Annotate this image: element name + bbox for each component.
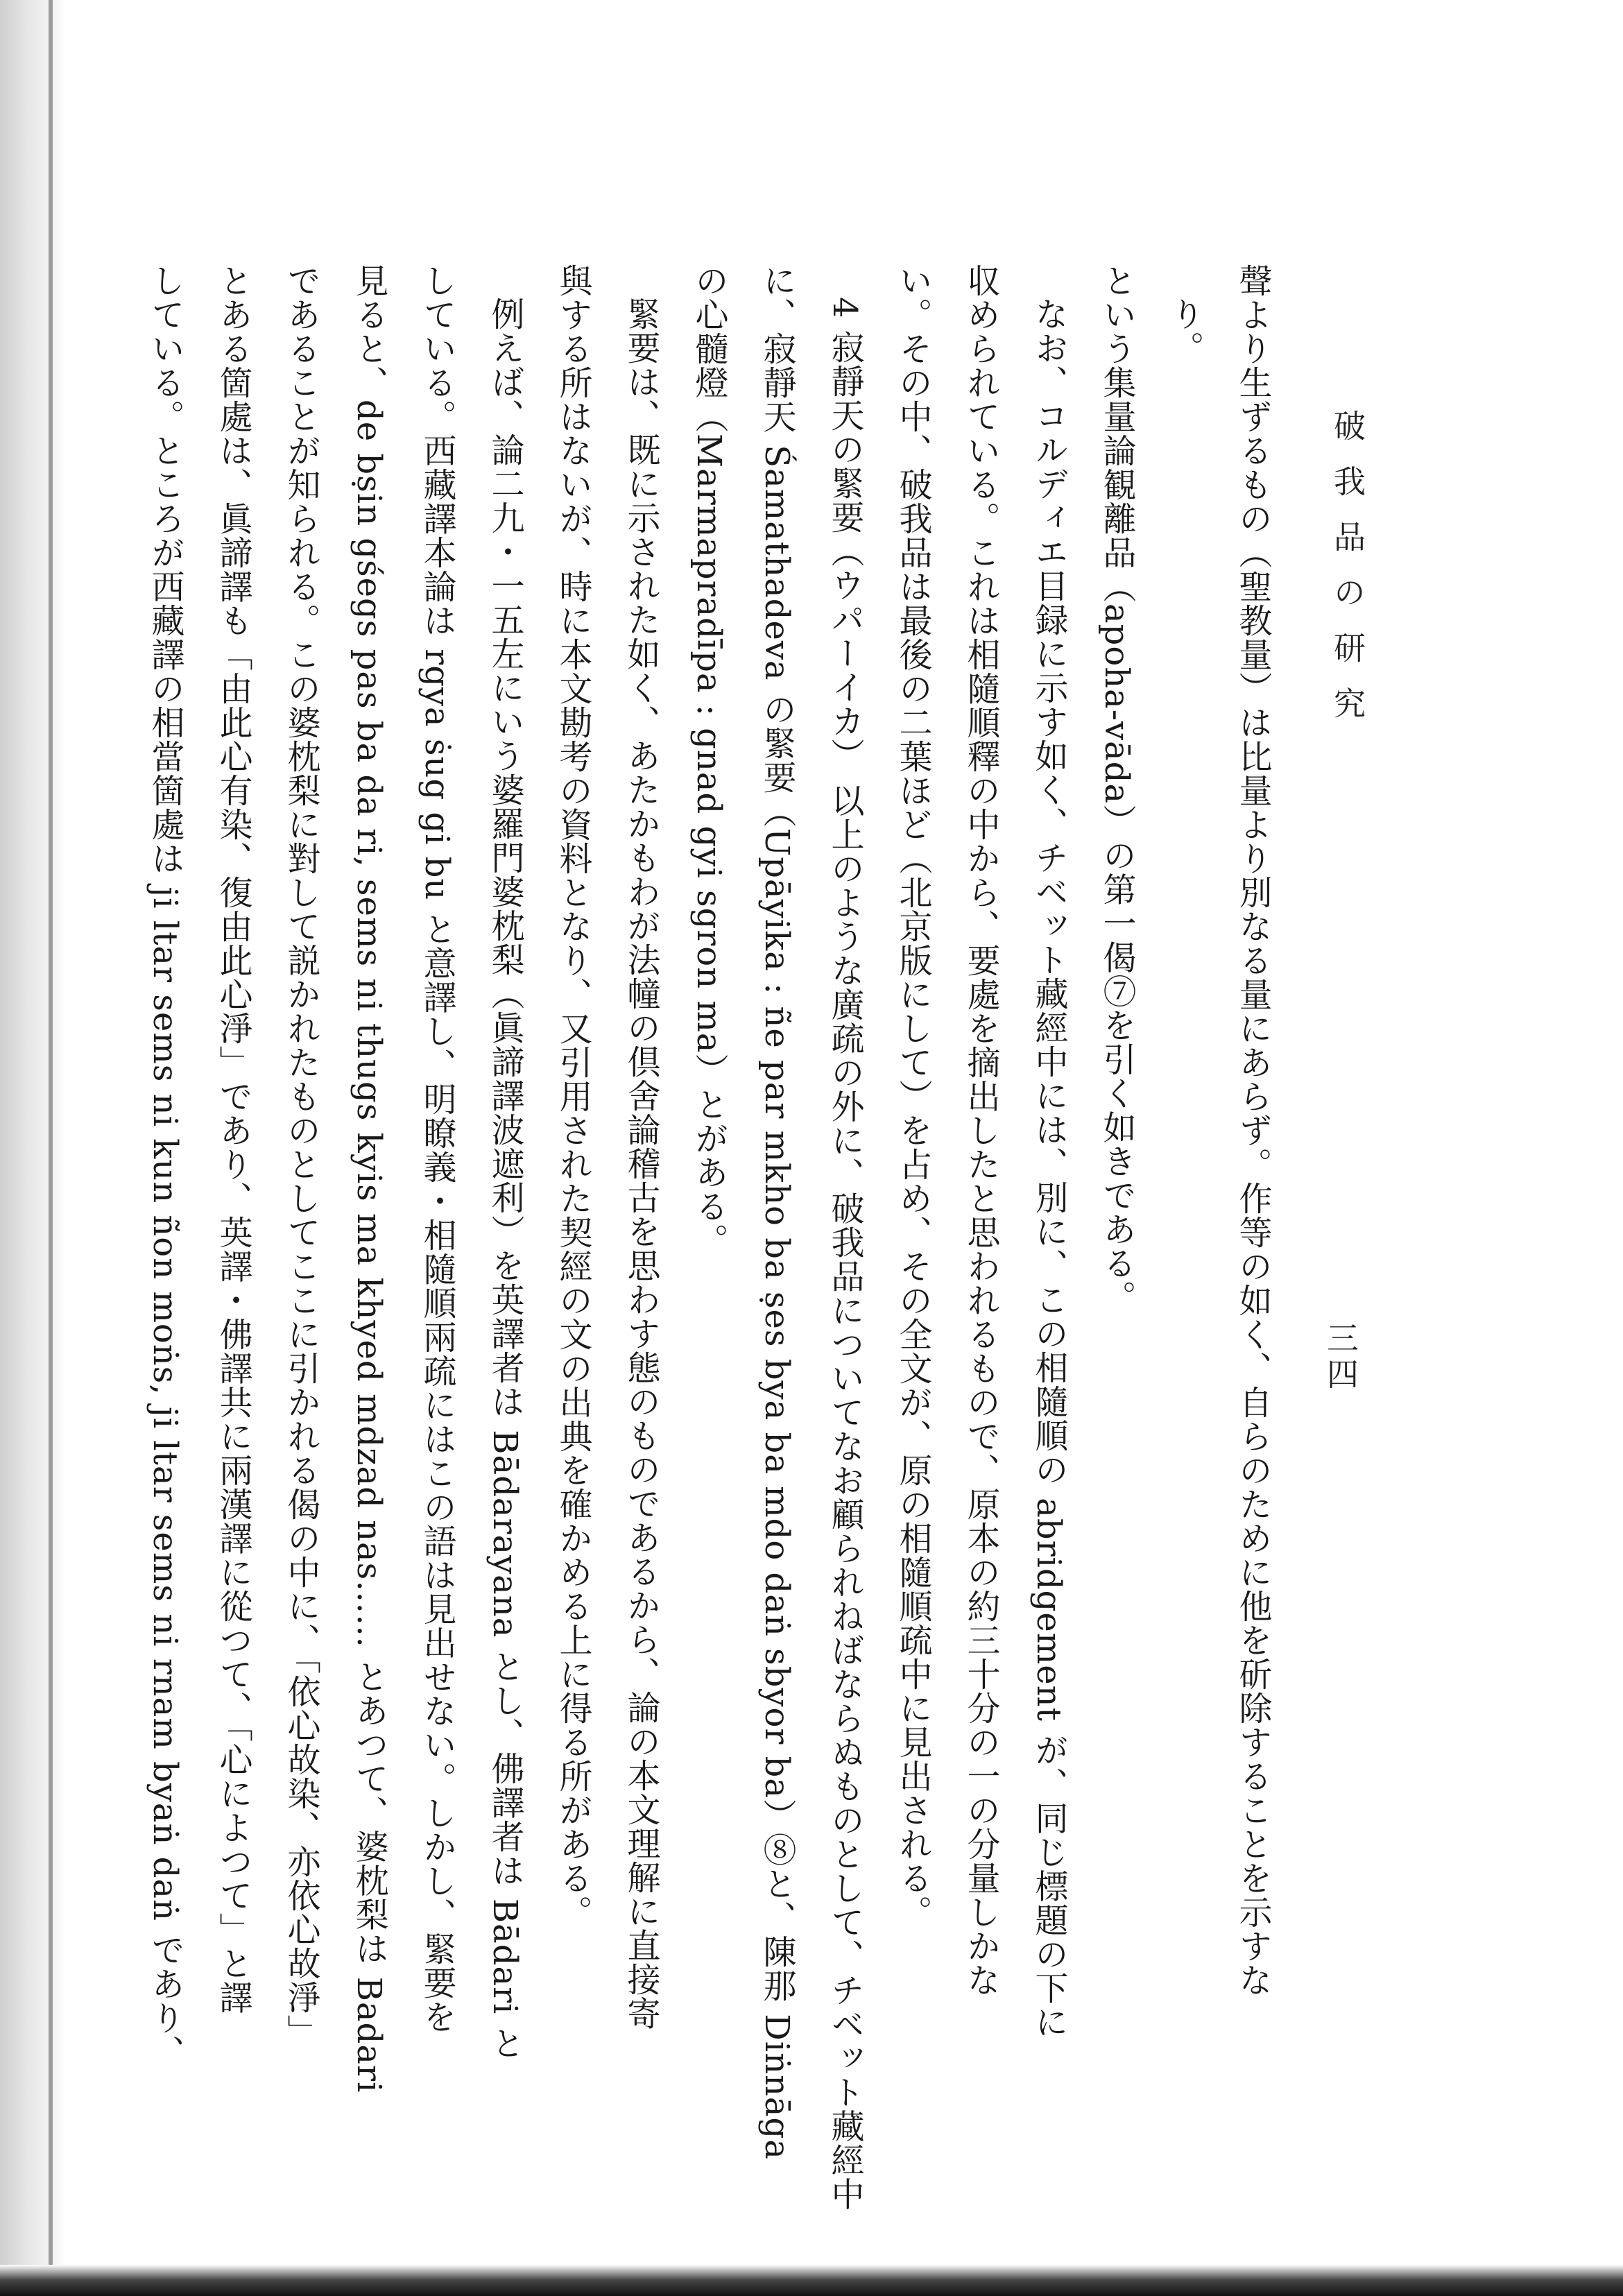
text-line: という集量論観離品（apoha-vāda）の第一偈⑦を引く如きである。: [1097, 264, 1136, 1314]
text-line: している。西藏譯本論は rgya ṡug gi bu と意譯し、明瞭義・相隨順兩疏にはこの語は見出せない。しかし、緊要を: [418, 264, 456, 2034]
running-head: 破我品の研究: [1329, 409, 1366, 742]
text-line: している。ところが西藏譯の相當箇處は ji ltar sems ni kun ñon moṅs, ji ltar sems ni rnam byaṅ daṅ であり、: [146, 264, 184, 2069]
text-line: とある箇處は、眞諦譯も「由此心有染、復由此心淨」であり、英譯・佛譯共に兩漢譯に從つて、「心によつて」と譯: [214, 264, 252, 2014]
text-line: の心髓燈（Marmapradīpa : gnad gyi sgron ma）とがある。: [689, 264, 728, 1258]
text-line: であることが知られる。この婆枕梨に對して説かれたものとしてここに引かれる偈の中に、「依心故染、亦依心故淨」: [282, 264, 320, 2048]
text-line: い。その中、破我品は最後の二葉ほど（北京版にして）を占め、その全文が、原の相隨順疏中に見出される。: [893, 264, 932, 1929]
section-heading-line: 4 寂靜天の緊要（ウパーイカ） 以上のような廣疏の外に、破我品についてなお顧られねばならぬものとして、チベット藏經中: [825, 297, 864, 2211]
text-line: なお、コルディエ目録に示す如く、チベット藏經中には、別に、この相隨順の abridgement が、同じ標題の下に: [1029, 297, 1068, 2039]
text-line: 與する所はないが、時に本文勘考の資料となり、又引用された契經の文の出典を確かめる上に得る所がある。: [553, 264, 592, 1929]
text-line: り。: [1165, 297, 1204, 365]
text-line: 収められている。これは相隨順釋の中から、要處を摘出したと思われるもので、原本の約三十分の一の分量しかな: [961, 264, 1000, 1997]
body-text: [142, 264, 1287, 2211]
text-line: 聲より生ずるもの（聖教量）は比量より別なる量にあらず。作等の如く、自らのために他を斫除することを示すな: [1233, 264, 1272, 1997]
text-line: 緊要は、既に示された如く、あたかもわが法幢の倶舍論稽古を思わす態のものであるから、論の本文理解に直接寄: [621, 297, 660, 2030]
binding-line: [49, 0, 53, 2296]
text-line: 見ると、de bṣin gśegs pas ba da ri, sems ni thugs kyis ma khyed mdzad nas…… とあつて、婆枕梨は Badari: [350, 264, 388, 2093]
page-bottom-edge: [0, 2265, 1623, 2296]
text-line: に、寂靜天 Śamathadeva の緊要（Upāyika : ñe par mkho ba ṣes bya ba mdo daṅ sbyor ba）⑧と、陳那 Diṅnāga: [757, 264, 796, 2160]
page-number: 三四: [1322, 1321, 1359, 1394]
text-line: 例えば、論二九・一五左にいう婆羅門婆枕梨（眞諦譯波遮利）を英譯者は Bādarayana とし、佛譯者は Bādari と: [486, 297, 524, 2060]
page-binding-shadow: [0, 0, 66, 2296]
